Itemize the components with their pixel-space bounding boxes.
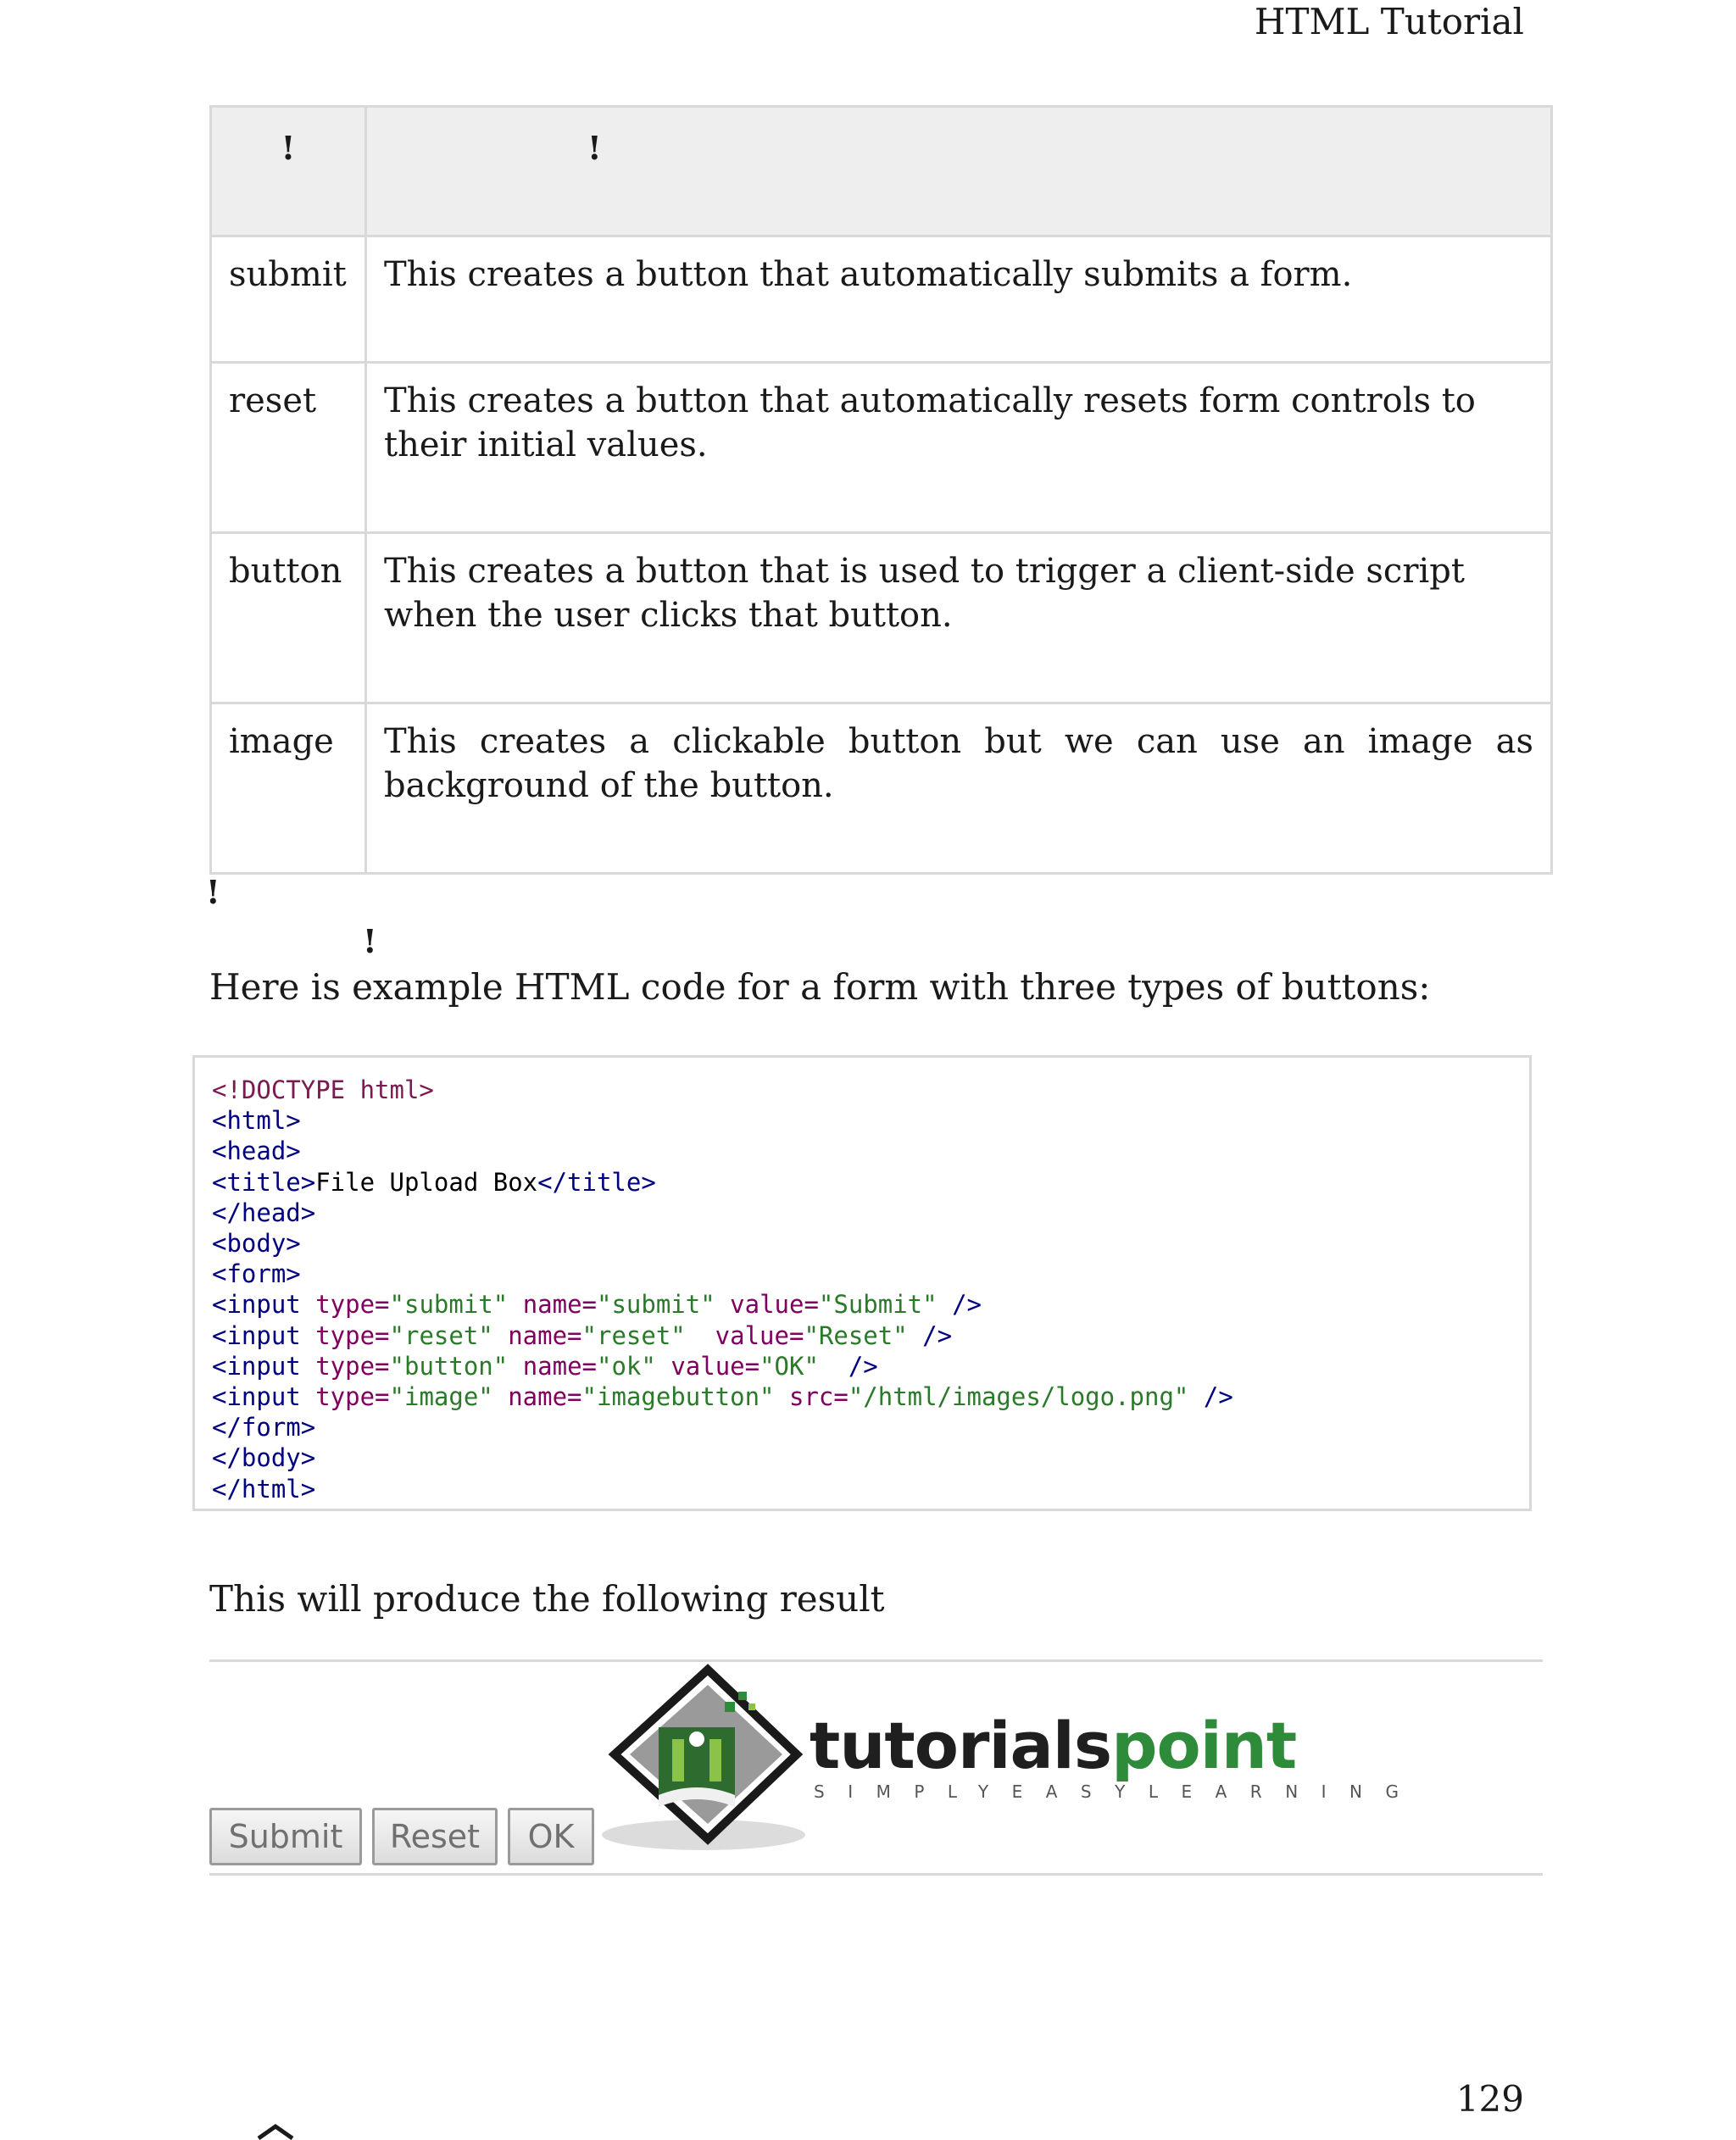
description-cell: This creates a button that automatically submits a form. xyxy=(366,236,1552,363)
caret-up-icon xyxy=(254,2123,297,2140)
type-cell: reset xyxy=(211,363,366,533)
code-token: </html> xyxy=(212,1474,316,1504)
result-bottom-rule xyxy=(209,1873,1543,1876)
code-token: "image" xyxy=(389,1382,493,1412)
tutorialspoint-logo-icon xyxy=(598,1661,810,1856)
code-token xyxy=(656,1352,670,1381)
logo-tagline: SIMPLYEASYLEARNING xyxy=(814,1781,1422,1802)
code-token: </form> xyxy=(212,1413,316,1442)
table-header-cell: ! xyxy=(211,107,366,236)
button-types-table xyxy=(209,105,1553,875)
code-token: /> xyxy=(952,1290,982,1320)
code-token: <body> xyxy=(212,1229,301,1259)
code-token: <input xyxy=(212,1382,316,1412)
code-token: "Reset" xyxy=(804,1320,908,1350)
table-row xyxy=(211,533,1552,703)
code-token xyxy=(715,1290,730,1319)
code-line xyxy=(212,1442,1529,1473)
table-header-row xyxy=(211,107,1552,236)
code-line xyxy=(212,1259,1529,1289)
code-token: "OK" xyxy=(760,1351,819,1381)
code-token: </body> xyxy=(212,1443,316,1473)
code-block xyxy=(192,1055,1532,1511)
code-token: <input xyxy=(212,1320,316,1350)
running-header: HTML Tutorial xyxy=(1254,1,1524,42)
code-token: name= xyxy=(522,1351,597,1381)
result-caption: This will produce the following result xyxy=(209,1578,885,1620)
code-line xyxy=(212,1289,1529,1320)
code-token xyxy=(508,1352,522,1381)
code-token xyxy=(686,1321,715,1350)
code-token: <form> xyxy=(212,1259,301,1289)
type-cell: button xyxy=(211,533,366,703)
code-token: /> xyxy=(922,1320,953,1350)
description-cell: This creates a button that is used to trigger a client-side script when the user clicks that button. xyxy=(366,533,1552,703)
stray-mark: ! xyxy=(363,922,377,960)
code-token: type= xyxy=(315,1320,390,1350)
code-token: "submit" xyxy=(597,1290,715,1320)
image-button-logo[interactable] xyxy=(598,1661,1422,1856)
type-cell: submit xyxy=(211,236,366,363)
code-token: type= xyxy=(315,1351,390,1381)
code-token: name= xyxy=(522,1290,597,1320)
code-token: name= xyxy=(508,1382,582,1412)
code-token: "imagebutton" xyxy=(581,1382,775,1412)
code-token: "reset" xyxy=(389,1320,493,1350)
code-token: type= xyxy=(315,1290,390,1320)
code-token: value= xyxy=(670,1351,760,1381)
code-token: "ok" xyxy=(597,1351,656,1381)
description-cell: This creates a button that automatically resets form controls to their initial values. xyxy=(366,363,1552,533)
code-token: File Upload Box xyxy=(315,1167,538,1197)
code-token: <!DOCTYPE html> xyxy=(212,1076,434,1104)
code-token: <head> xyxy=(212,1137,301,1166)
code-token: <html> xyxy=(212,1106,301,1136)
code-line xyxy=(212,1474,1529,1504)
code-token xyxy=(508,1290,522,1319)
logo-wordmark: tutorialspoint xyxy=(810,1708,1297,1783)
reset-button[interactable]: Reset xyxy=(372,1808,498,1865)
table-row xyxy=(211,236,1552,363)
code-line xyxy=(212,1075,1529,1105)
code-line xyxy=(212,1351,1529,1381)
code-token xyxy=(493,1321,508,1350)
code-token: name= xyxy=(508,1320,582,1350)
code-token xyxy=(493,1382,508,1411)
code-token: <input xyxy=(212,1290,316,1320)
code-token: /> xyxy=(1203,1382,1233,1412)
code-line xyxy=(212,1381,1529,1412)
stray-mark: ! xyxy=(206,873,220,911)
code-token: <input xyxy=(212,1351,316,1381)
code-token: "/html/images/logo.png" xyxy=(848,1382,1189,1412)
page-number: 129 xyxy=(1455,2078,1524,2120)
code-line xyxy=(212,1167,1529,1198)
code-line xyxy=(212,1105,1529,1136)
table-row xyxy=(211,703,1552,874)
code-token: "button" xyxy=(389,1351,509,1381)
submit-button[interactable]: Submit xyxy=(209,1808,362,1865)
code-token xyxy=(938,1290,952,1319)
intro-paragraph: Here is example HTML code for a form with three types of buttons: xyxy=(209,966,1431,1008)
code-token: value= xyxy=(715,1320,804,1350)
code-line xyxy=(212,1320,1529,1351)
code-line xyxy=(212,1228,1529,1259)
code-token: "submit" xyxy=(389,1290,509,1320)
code-token xyxy=(1188,1382,1203,1411)
code-token: /> xyxy=(848,1351,878,1381)
code-token xyxy=(819,1352,849,1381)
code-line xyxy=(212,1412,1529,1442)
code-line xyxy=(212,1198,1529,1228)
ok-button[interactable]: OK xyxy=(508,1808,594,1865)
code-token xyxy=(775,1382,789,1411)
code-token: src= xyxy=(788,1382,849,1412)
table-row xyxy=(211,363,1552,533)
code-token xyxy=(908,1321,922,1350)
code-token: "reset" xyxy=(581,1320,686,1350)
code-line xyxy=(212,1136,1529,1166)
table-header-cell: ! xyxy=(366,107,1552,236)
code-token: type= xyxy=(315,1382,390,1412)
code-token: value= xyxy=(730,1290,819,1320)
code-token: </title> xyxy=(537,1167,656,1197)
description-cell: This creates a clickable button but we can use an image as background of the button. xyxy=(366,703,1552,874)
type-cell: image xyxy=(211,703,366,874)
code-token: </head> xyxy=(212,1198,316,1227)
code-token: <title> xyxy=(212,1167,316,1197)
code-token: "Submit" xyxy=(818,1290,938,1320)
